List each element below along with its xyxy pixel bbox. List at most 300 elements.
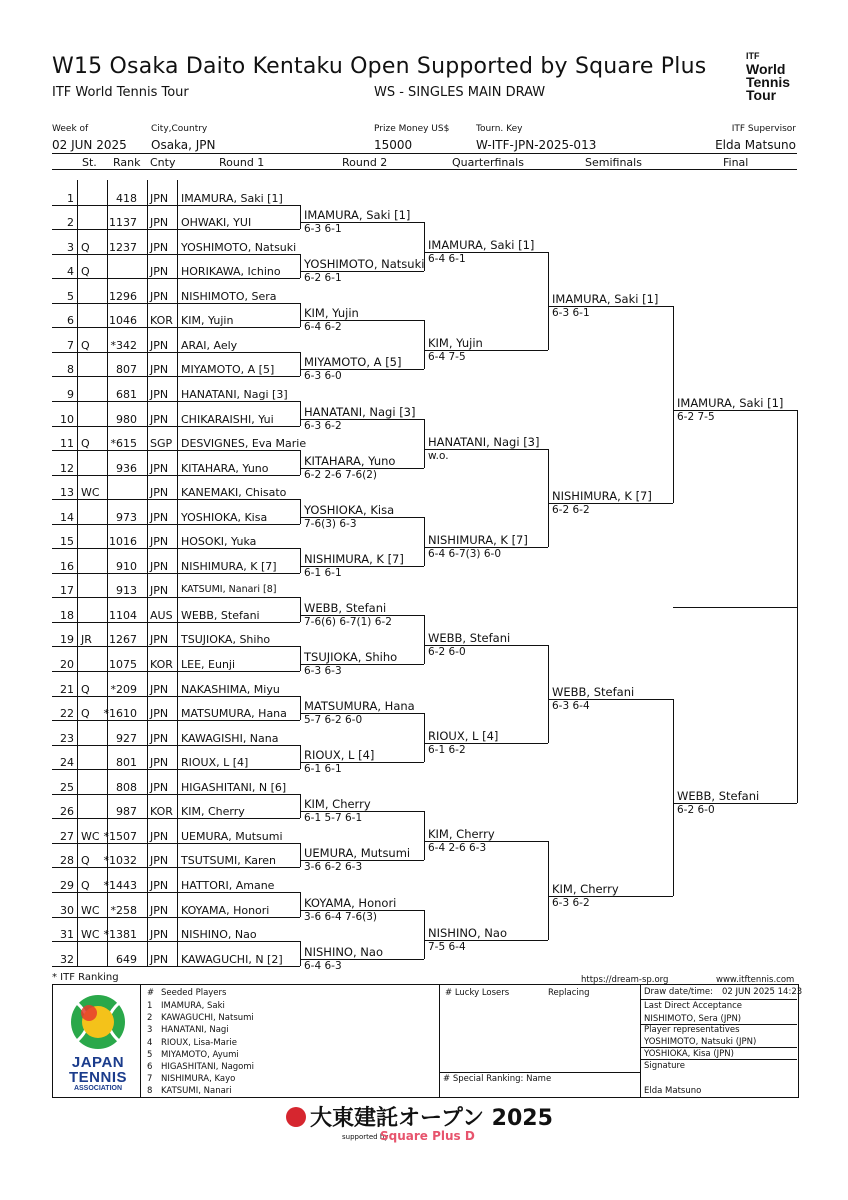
tourn-key-value: W-ITF-JPN-2025-013: [476, 138, 597, 152]
finalists-score: 6-2 7-5: [677, 411, 715, 423]
player-draw-number: 13: [60, 486, 74, 499]
player-country: JPN: [150, 683, 169, 696]
player-draw-number: 18: [60, 609, 74, 622]
player-country: JPN: [150, 904, 169, 917]
player-row-line: [52, 794, 300, 795]
player-rank: 973: [116, 511, 137, 524]
col-round1: Round 1: [219, 156, 265, 169]
player-name: KIM, Yujin: [181, 314, 234, 327]
player-row-line: [52, 499, 300, 500]
player-rank: 927: [116, 732, 137, 745]
player-country: JPN: [150, 879, 169, 892]
player-draw-number: 2: [67, 216, 74, 229]
round2-connector: [300, 843, 301, 867]
seeded-hash: #: [147, 988, 155, 998]
semifinals-winner: IMAMURA, Saki [1]: [552, 292, 659, 306]
player-draw-number: 9: [67, 388, 74, 401]
round2-winner: KOYAMA, Honori: [304, 896, 397, 910]
player-country: KOR: [150, 314, 173, 327]
player-country: JPN: [150, 928, 169, 941]
player-name: NISHINO, Nao: [181, 928, 257, 941]
quarterfinals-score: 6-4 6-7(3) 6-0: [428, 548, 501, 560]
player-row-line: [52, 524, 300, 525]
player-draw-number: 32: [60, 953, 74, 966]
player-country: JPN: [150, 756, 169, 769]
player-country: JPN: [150, 241, 169, 254]
semifinals-connector: [548, 449, 549, 547]
player-row-line: [52, 229, 300, 230]
col-quarterfinals: Quarterfinals: [452, 156, 524, 169]
round2-winner: TSUJIOKA, Shiho: [304, 650, 398, 664]
player-rank: 980: [116, 413, 137, 426]
player-rank: *1381: [103, 928, 137, 941]
draw-date-value: 02 JUN 2025 14:23: [722, 987, 803, 997]
player-status: JR: [81, 633, 92, 646]
player-country: JPN: [150, 854, 169, 867]
player-status: WC: [81, 928, 100, 941]
player-name: MATSUMURA, Hana: [181, 707, 287, 720]
player-country: JPN: [150, 413, 169, 426]
player-rank: *209: [110, 683, 137, 696]
info-divider-1: [640, 999, 797, 1000]
player-country: JPN: [150, 339, 169, 352]
player-country: KOR: [150, 805, 173, 818]
player-name: KIM, Cherry: [181, 805, 245, 818]
round2-score: 3-6 6-4 7-6(3): [304, 911, 377, 923]
prize-value: 15000: [374, 138, 413, 152]
finalists-winner: WEBB, Stefani: [677, 789, 760, 803]
round2-score: 7-6(6) 6-7(1) 6-2: [304, 616, 392, 628]
info-divider-4: [640, 1059, 797, 1060]
footer-divider-3: [640, 984, 641, 1097]
player-country: KOR: [150, 658, 173, 671]
seed-number: 7: [147, 1074, 153, 1085]
quarterfinals-connector: [424, 615, 425, 664]
player-row-line: [52, 254, 300, 255]
player-rank: 807: [116, 363, 137, 376]
seed-number: 2: [147, 1013, 153, 1024]
quarterfinals-score: 6-4 2-6 6-3: [428, 842, 487, 854]
player-draw-number: 29: [60, 879, 74, 892]
finalists-connector: [673, 699, 674, 896]
player-rank: 1016: [109, 535, 137, 548]
player-rank: 1237: [109, 241, 137, 254]
player-country: JPN: [150, 388, 169, 401]
player-country: JPN: [150, 633, 169, 646]
footer-divider-1: [140, 984, 141, 1097]
player-rank: 910: [116, 560, 137, 573]
semifinals-score: 6-2 6-2: [552, 504, 590, 516]
player-draw-number: 23: [60, 732, 74, 745]
quarterfinals-winner: WEBB, Stefani: [428, 631, 511, 645]
round2-connector: [300, 352, 301, 376]
player-name: YOSHIMOTO, Natsuki: [181, 241, 297, 254]
semifinals-connector: [548, 841, 549, 940]
player-draw-number: 26: [60, 805, 74, 818]
round2-winner: MATSUMURA, Hana: [304, 699, 415, 713]
quarterfinals-winner: IMAMURA, Saki [1]: [428, 238, 535, 252]
player-country: JPN: [150, 584, 169, 597]
player-country: JPN: [150, 265, 169, 278]
seed-name: RIOUX, Lisa-Marie: [161, 1037, 237, 1048]
week-of-label: Week of: [52, 124, 89, 134]
quarterfinals-winner: NISHIMURA, K [7]: [428, 533, 528, 547]
player-rank: 1267: [109, 633, 137, 646]
player-country: SGP: [150, 437, 173, 450]
replacing-label: Replacing: [548, 988, 590, 998]
semifinals-score: 6-3 6-4: [552, 700, 590, 712]
round2-score: 6-1 6-1: [304, 567, 342, 579]
round2-connector: [300, 548, 301, 573]
player-row-line: [52, 720, 300, 721]
player-name: UEMURA, Mutsumi: [181, 830, 283, 843]
player-name: KANEMAKI, Chisato: [181, 486, 287, 499]
player-rank: 936: [116, 462, 137, 475]
jta-japan-text: JAPAN: [71, 1054, 125, 1071]
player-name: HANATANI, Nagi [3]: [181, 388, 288, 401]
last-da-value: NISHIMOTO, Sera (JPN): [644, 1014, 742, 1024]
round2-score: 6-3 6-0: [304, 370, 342, 382]
round2-winner: IMAMURA, Saki [1]: [304, 208, 411, 222]
round2-connector: [300, 646, 301, 671]
player-row-line: [52, 646, 300, 647]
player-draw-number: 7: [67, 339, 74, 352]
round2-connector: [300, 794, 301, 818]
player-name: IMAMURA, Saki [1]: [181, 192, 283, 205]
quarterfinals-winner: KIM, Yujin: [428, 336, 483, 350]
player-status: WC: [81, 486, 100, 499]
player-draw-number: 30: [60, 904, 74, 917]
player-draw-number: 14: [60, 511, 74, 524]
player-name: HATTORI, Amane: [181, 879, 275, 892]
quarterfinals-score: 6-4 6-1: [428, 253, 466, 265]
finalists-winner: IMAMURA, Saki [1]: [677, 396, 784, 410]
player-row-line: [52, 622, 300, 623]
player-country: JPN: [150, 707, 169, 720]
player-draw-number: 3: [67, 241, 74, 254]
player-draw-number: 20: [60, 658, 74, 671]
player-country: JPN: [150, 732, 169, 745]
city-label: City,Country: [151, 124, 208, 134]
player-name: ARAI, Aely: [181, 339, 238, 352]
quarterfinals-connector: [424, 517, 425, 566]
tourn-key-label: Tourn. Key: [476, 124, 523, 134]
player-country: JPN: [150, 535, 169, 548]
player-draw-number: 22: [60, 707, 74, 720]
player-draw-number: 10: [60, 413, 74, 426]
signature-label: Signature: [644, 1061, 686, 1071]
player-draw-number: 12: [60, 462, 74, 475]
round2-winner: NISHINO, Nao: [304, 945, 383, 959]
player-row-line: [52, 745, 300, 746]
logo-itf-text: ITF: [746, 51, 760, 61]
player-status: Q: [81, 707, 90, 720]
player-rank: *1032: [103, 854, 137, 867]
dream-url[interactable]: https://dream-sp.org: [581, 975, 669, 985]
player-name: TSUJIOKA, Shiho: [181, 633, 271, 646]
player-row-line: [52, 205, 300, 206]
player-status: Q: [81, 437, 90, 450]
champion-line: [673, 607, 797, 608]
header-divider: [52, 153, 797, 154]
player-name: WEBB, Stefani: [181, 609, 260, 622]
logo-tour-text: Tour: [746, 87, 777, 103]
round2-connector: [300, 597, 301, 622]
player-name: RIOUX, L [4]: [181, 756, 249, 769]
player-draw-number: 19: [60, 633, 74, 646]
player-rank: *1443: [103, 879, 137, 892]
quarterfinals-winner: KIM, Cherry: [428, 827, 495, 841]
quarterfinals-connector: [424, 910, 425, 959]
player-row-line: [52, 327, 300, 328]
player-rank: 808: [116, 781, 137, 794]
semifinals-winner: KIM, Cherry: [552, 882, 619, 896]
round2-winner: RIOUX, L [4]: [304, 748, 375, 762]
player-row-line: [52, 450, 300, 451]
player-draw-number: 16: [60, 560, 74, 573]
player-status: Q: [81, 241, 90, 254]
player-draw-number: 24: [60, 756, 74, 769]
player-name: NISHIMURA, K [7]: [181, 560, 277, 573]
supervisor-label: ITF Supervisor: [731, 124, 796, 134]
jta-association-text: ASSOCIATION: [73, 1085, 123, 1092]
round2-score: 3-6 6-2 6-3: [304, 861, 363, 873]
semifinals-score: 6-3 6-1: [552, 307, 590, 319]
seed-name: HIGASHITANI, Nagomi: [161, 1062, 255, 1072]
player-draw-number: 21: [60, 683, 74, 696]
player-rank: *615: [110, 437, 137, 450]
col-semifinals: Semifinals: [585, 156, 642, 169]
player-name: KOYAMA, Honori: [181, 904, 270, 917]
seed-name: KATSUMI, Nanari: [161, 1086, 232, 1097]
player-country: JPN: [150, 953, 169, 966]
seed-name: NISHIMURA, Kayo: [161, 1074, 236, 1085]
itf-url[interactable]: www.itftennis.com: [716, 975, 795, 985]
final-connector: [797, 410, 798, 803]
player-rank: *1610: [103, 707, 137, 720]
player-row-line: [52, 426, 300, 427]
finalists-score: 6-2 6-0: [677, 804, 715, 816]
seed-number: 6: [147, 1062, 153, 1072]
player-name: KATSUMI, Nanari [8]: [181, 584, 277, 595]
round2-score: 6-3 6-2: [304, 420, 342, 432]
player-draw-number: 15: [60, 535, 74, 548]
player-country: JPN: [150, 560, 169, 573]
player-status: WC: [81, 830, 100, 843]
round2-connector: [300, 303, 301, 327]
player-rank: *342: [110, 339, 137, 352]
logo-world-text: World: [746, 61, 786, 77]
signature-value: Elda Matsuno: [644, 1086, 702, 1096]
player-name: NAKASHIMA, Miyu: [181, 683, 280, 696]
player-row-line: [52, 867, 300, 868]
player-draw-number: 31: [60, 928, 74, 941]
round2-score: 6-2 2-6 7-6(2): [304, 469, 377, 481]
player-draw-number: 1: [67, 192, 74, 205]
player-draw-number: 5: [67, 290, 74, 303]
quarterfinals-connector: [424, 811, 425, 860]
player-status: Q: [81, 265, 90, 278]
round2-connector: [300, 745, 301, 769]
seeded-title: Seeded Players: [161, 988, 227, 998]
quarterfinals-winner: HANATANI, Nagi [3]: [428, 435, 540, 449]
player-status: Q: [81, 879, 90, 892]
player-status: Q: [81, 683, 90, 696]
player-name: NISHIMOTO, Sera: [181, 290, 277, 303]
player-draw-number: 8: [67, 363, 74, 376]
itf-ranking-note: * ITF Ranking: [52, 972, 119, 983]
quarterfinals-score: 6-1 6-2: [428, 744, 466, 756]
city-value: Osaka, JPN: [151, 138, 216, 152]
player-status: WC: [81, 904, 100, 917]
player-name: MIYAMOTO, A [5]: [181, 363, 275, 376]
seed-number: 4: [147, 1037, 153, 1048]
player-country: JPN: [150, 830, 169, 843]
player-country: JPN: [150, 192, 169, 205]
player-row-line: [52, 303, 300, 304]
player-rank: 681: [116, 388, 137, 401]
player-rank: 987: [116, 805, 137, 818]
event-logo: [286, 1101, 553, 1132]
player-row-line: [52, 769, 300, 770]
round2-winner: UEMURA, Mutsumi: [304, 846, 411, 860]
player-rank: 1046: [109, 314, 137, 327]
player-country: JPN: [150, 216, 169, 229]
lucky-losers-label: # Lucky Losers: [445, 988, 510, 998]
tournament-title: W15 Osaka Daito Kentaku Open Supported by Square Plus: [52, 54, 707, 79]
player-country: JPN: [150, 363, 169, 376]
special-ranking-label: # Special Ranking: Name: [443, 1074, 552, 1084]
round2-score: 6-3 6-3: [304, 665, 342, 677]
player-row-line: [52, 597, 300, 598]
player-name: OHWAKI, YUI: [181, 216, 252, 229]
quarterfinals-connector: [424, 419, 425, 468]
player-row-line: [52, 548, 300, 549]
seed-name: MIYAMOTO, Ayumi: [161, 1049, 239, 1060]
last-da-label: Last Direct Acceptance: [644, 1001, 743, 1011]
player-country: AUS: [150, 609, 173, 622]
round2-winner: YOSHIOKA, Kisa: [304, 503, 395, 517]
player-rank: *258: [110, 904, 137, 917]
player-row-line: [52, 843, 300, 844]
round2-score: 6-4 6-2: [304, 321, 342, 333]
event-logo-mark-icon: [286, 1107, 306, 1127]
player-row-line: [52, 696, 300, 697]
player-rep-1: YOSHIMOTO, Natsuki (JPN): [644, 1037, 757, 1047]
seed-number: 3: [147, 1025, 153, 1036]
event-logo-text: 大東建託オープン 2025: [310, 1106, 553, 1131]
player-name: HIGASHITANI, N [6]: [181, 781, 287, 794]
player-status: Q: [81, 339, 90, 352]
round2-score: 6-1 5-7 6-1: [304, 812, 363, 824]
player-name: LEE, Eunji: [181, 658, 236, 671]
semifinals-connector: [548, 645, 549, 743]
draw-type: WS - SINGLES MAIN DRAW: [374, 85, 546, 100]
player-draw-number: 27: [60, 830, 74, 843]
round2-score: 6-1 6-1: [304, 763, 342, 775]
round2-connector: [300, 499, 301, 524]
round2-winner: KIM, Yujin: [304, 306, 359, 320]
itf-world-tennis-tour-logo: [746, 50, 790, 102]
semifinals-connector: [548, 252, 549, 350]
player-rank: 418: [116, 192, 137, 205]
player-row-line: [52, 818, 300, 819]
col-rank: Rank: [113, 156, 141, 169]
quarterfinals-winner: RIOUX, L [4]: [428, 729, 499, 743]
player-row-line: [52, 966, 300, 967]
round2-connector: [300, 696, 301, 720]
quarterfinals-score: 7-5 6-4: [428, 941, 466, 953]
quarterfinals-score: 6-4 7-5: [428, 351, 466, 363]
player-row-line: [52, 352, 300, 353]
player-row-line: [52, 475, 300, 476]
round2-score: 5-7 6-2 6-0: [304, 714, 363, 726]
player-name: CHIKARAISHI, Yui: [181, 413, 274, 426]
tour-name: ITF World Tennis Tour: [52, 85, 189, 100]
player-country: JPN: [150, 290, 169, 303]
round2-score: 7-6(3) 6-3: [304, 518, 357, 530]
player-draw-number: 6: [67, 314, 74, 327]
player-rep-2: YOSHIOKA, Kisa (JPN): [644, 1049, 734, 1059]
player-name: TSUTSUMI, Karen: [181, 854, 277, 867]
player-draw-number: 11: [60, 437, 74, 450]
tennis-ball-icon: [67, 993, 129, 1051]
player-rank: 1104: [109, 609, 137, 622]
quarterfinals-connector: [424, 320, 425, 369]
round2-winner: YOSHIMOTO, Natsuki: [304, 257, 425, 271]
player-rank: 913: [116, 584, 137, 597]
player-rank: 1296: [109, 290, 137, 303]
finalists-connector: [673, 306, 674, 503]
round2-score: 6-2 6-1: [304, 272, 342, 284]
round2-connector: [300, 450, 301, 475]
col-st: St.: [82, 156, 97, 169]
player-draw-number: 28: [60, 854, 74, 867]
player-row-line: [52, 892, 300, 893]
player-rank: 801: [116, 756, 137, 769]
player-country: JPN: [150, 486, 169, 499]
player-row-line: [52, 401, 300, 402]
semifinals-score: 6-3 6-2: [552, 897, 590, 909]
player-name: DESVIGNES, Eva Marie: [181, 437, 307, 450]
seed-name: IMAMURA, Saki: [161, 1001, 225, 1011]
player-country: JPN: [150, 511, 169, 524]
player-row-line: [52, 376, 300, 377]
square-plus-logo: Square Plus D: [380, 1129, 475, 1143]
quarterfinals-score: 6-2 6-0: [428, 646, 466, 658]
player-name: HORIKAWA, Ichino: [181, 265, 281, 278]
player-draw-number: 25: [60, 781, 74, 794]
semifinals-winner: WEBB, Stefani: [552, 685, 635, 699]
player-country: JPN: [150, 462, 169, 475]
seed-number: 8: [147, 1086, 153, 1097]
column-header-divider: [52, 169, 797, 170]
player-status: Q: [81, 854, 90, 867]
player-row-line: [52, 278, 300, 279]
round2-score: 6-3 6-1: [304, 223, 342, 235]
info-divider-3: [640, 1047, 797, 1048]
player-name: KITAHARA, Yuno: [181, 462, 269, 475]
player-country: JPN: [150, 781, 169, 794]
round2-connector: [300, 205, 301, 229]
round2-connector: [300, 892, 301, 917]
round2-winner: NISHIMURA, K [7]: [304, 552, 404, 566]
player-name: YOSHIOKA, Kisa: [181, 511, 268, 524]
round2-score: 6-4 6-3: [304, 960, 342, 972]
player-rank: 1075: [109, 658, 137, 671]
player-rank: 1137: [109, 216, 137, 229]
player-name: KAWAGISHI, Nana: [181, 732, 279, 745]
